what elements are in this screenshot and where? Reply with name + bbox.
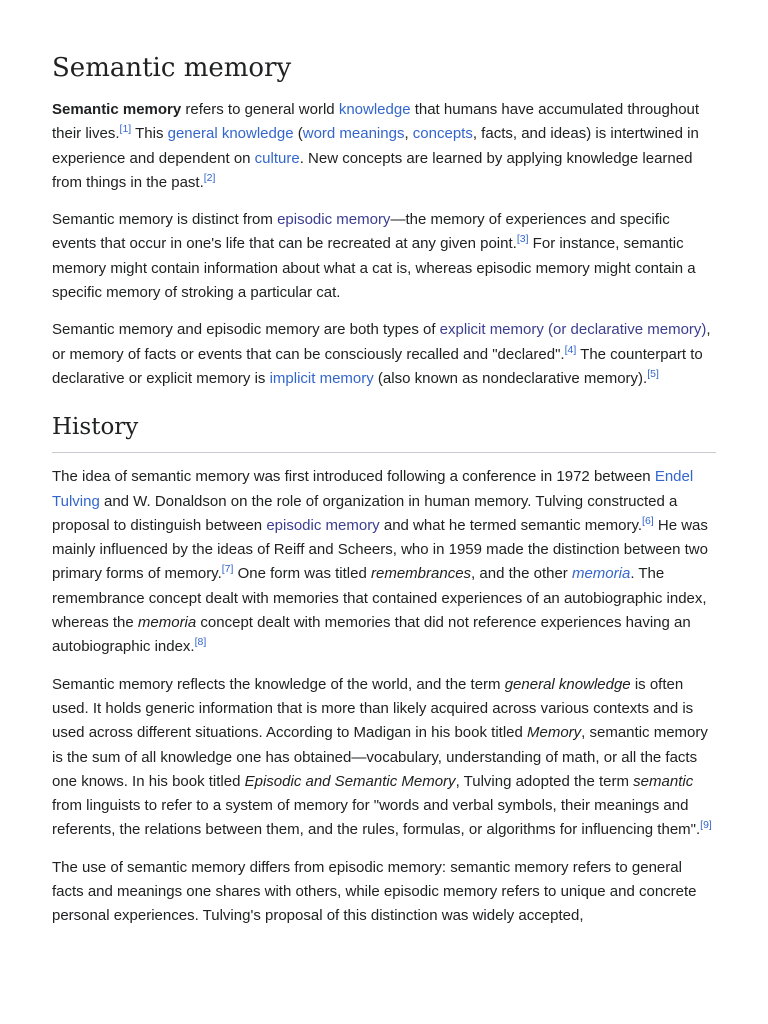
history-section xyxy=(52,465,716,928)
intro-paragraph-2: Semantic memory is distinct from episodic memory—the memory of experiences and specific events that occur in one's life that can be recreated at any given point.[3] For instance, semantic memory might contain information about what a cat is, whereas episodic memory might contain a specific memory of stroking a particular cat. xyxy=(52,211,696,302)
link-concepts[interactable]: concepts xyxy=(412,125,473,143)
history-paragraph-1: The idea of semantic memory was first introduced following a conference in 1972 between Endel Tulving and W. Donaldson on the role of organization in human memory. Tulving constructed a proposal to distinguish between episodic memory and what he termed semantic memory.[6] He was mainly influenced by the ideas of Reiff and Scheers, who in 1959 made the distinction between two primary forms of memory.[7] One form was titled remembrances, and the other memoria. The remembrance concept dealt with memories that contained experiences of an autobiographic index, whereas the memoria concept dealt with memories that did not reference experiences having an autobiographic index.[8] xyxy=(52,468,708,656)
link-word-meanings[interactable]: word meanings xyxy=(302,125,405,143)
citation-1[interactable]: [1] xyxy=(119,123,132,136)
citation-3[interactable]: [3] xyxy=(516,233,529,246)
history-paragraph-2: Semantic memory reflects the knowledge of the world, and the term general knowledge is often used. It holds generic information that is more than likely acquired across various contexts and is used across different situations. According to Madigan in his book titled Memory, semantic memory is the sum of all knowledge one has obtained—vocabulary, understanding of math, or all the facts one knows. In his book titled Episodic and Semantic Memory, Tulving adopted the term semantic from linguists to refer to a system of memory for "words and verbal symbols, their meanings and referents, the relations between them, and the rules, formulas, or algorithms for influencing them".[9] xyxy=(52,675,712,839)
intro-paragraph-3: Semantic memory and episodic memory are both types of explicit memory (or declarative memory), or memory of facts or events that can be consciously recalled and "declared".[4] The counterpart to declarative or explicit memory is implicit memory (also known as nondeclarative memory).[5] xyxy=(52,321,711,387)
link-memoria[interactable]: memoria xyxy=(571,565,631,583)
link-implicit-memory[interactable]: implicit memory xyxy=(269,369,374,387)
bold-term: Semantic memory xyxy=(52,101,182,118)
page-title: Semantic memory xyxy=(52,53,292,83)
book-title-episodic-semantic: Episodic and Semantic Memory xyxy=(244,772,456,790)
link-explicit-memory[interactable]: explicit memory (or declarative memory) xyxy=(439,321,707,339)
history-paragraph-3: The use of semantic memory differs from episodic memory: semantic memory refers to general facts and meanings one shares with others, while episodic memory refers to unique and concrete personal experiences. Tulving's proposal of this distinction was widely accepted, xyxy=(52,858,697,925)
intro-paragraph-1: Semantic memory refers to general world knowledge that humans have accumulated throughout their lives.[1] This general knowledge (word meanings, concepts, facts, and ideas) is intertwined in experience and dependent on culture. New concepts are learned by applying knowledge learned from things in the past.[2] xyxy=(52,101,700,191)
citation-5[interactable]: [5] xyxy=(647,367,659,380)
citation-9[interactable]: [9] xyxy=(700,819,712,832)
citation-2[interactable]: [2] xyxy=(203,171,216,184)
term-memoria: memoria xyxy=(137,614,197,632)
link-knowledge[interactable]: knowledge xyxy=(338,101,411,118)
citation-8[interactable]: [8] xyxy=(194,636,207,649)
citation-7[interactable]: [7] xyxy=(221,563,234,576)
book-title-memory: Memory xyxy=(527,724,582,742)
citation-6[interactable]: [6] xyxy=(642,514,654,527)
term-semantic: semantic xyxy=(633,772,694,790)
citation-4[interactable]: [4] xyxy=(564,343,577,356)
link-culture[interactable]: culture xyxy=(254,149,300,167)
link-endel-tulving[interactable]: Endel Tulving xyxy=(52,468,694,510)
link-general-knowledge[interactable]: general knowledge xyxy=(167,125,294,143)
term-general-knowledge: general knowledge xyxy=(504,675,631,693)
link-episodic-memory-history[interactable]: episodic memory xyxy=(266,516,380,534)
term-remembrances: remembrances xyxy=(371,565,472,583)
section-heading-history: History xyxy=(52,412,716,453)
link-episodic-memory[interactable]: episodic memory xyxy=(277,211,391,229)
